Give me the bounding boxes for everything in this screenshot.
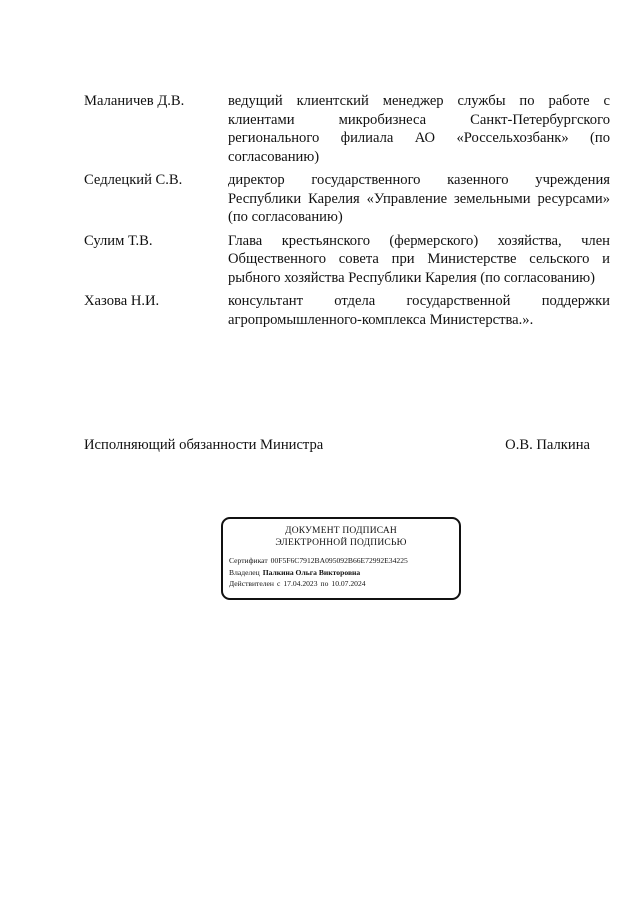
member-role: директор государственного казенного учреждения Республики Карелия «Управление земельными ресурсами» (по согласованию): [228, 172, 610, 225]
stamp-title: [223, 525, 459, 549]
stamp-certificate-line: [229, 555, 459, 567]
member-row: [84, 232, 610, 288]
certificate-value: 00F5F6C7912BA095092B66E72992E34225: [270, 556, 408, 565]
commission-members-list: [84, 92, 610, 334]
owner-label: Владелец: [229, 567, 260, 577]
member-name: Седлецкий С.В.: [84, 172, 183, 188]
member-row: [84, 292, 610, 329]
member-row: [84, 92, 610, 166]
validity-to-prefix: по: [320, 579, 329, 588]
validity-label: Действителен: [229, 579, 274, 588]
member-name: Сулим Т.В.: [84, 232, 153, 249]
stamp-details: [223, 555, 459, 590]
stamp-validity-line: [229, 578, 459, 590]
member-name: Маланичев Д.В.: [84, 93, 185, 109]
member-name: Хазова Н.И.: [84, 293, 160, 309]
member-role: консультант отдела государственной поддержки агропромышленного-комплекса Министерства.».: [228, 293, 610, 328]
member-role: Глава крестьянского (фермерского) хозяйства, член Общественного совета при Министерстве сельского и рыбного хозяйства Республики Карелия (по согласованию): [228, 232, 610, 286]
stamp-title-line-1: ДОКУМЕНТ ПОДПИСАН: [285, 526, 397, 536]
signatory-position: Исполняющий обязанности Министра: [84, 437, 324, 453]
validity-to: 10.07.2024: [331, 579, 366, 588]
stamp-owner-line: [229, 567, 459, 579]
validity-from: 17.04.2023: [283, 579, 318, 588]
member-row: [84, 171, 610, 227]
signatory-name: О.В. Палкина: [505, 437, 590, 453]
owner-value: Палкина Ольга Викторовна: [262, 567, 361, 577]
member-role: ведущий клиентский менеджер службы по работе с клиентами микробизнеса Санкт-Петербургского регионального филиала АО «Россельхозбанк» (по согласованию): [228, 93, 610, 165]
signature-block: [84, 436, 590, 455]
certificate-label: Сертификат: [229, 556, 268, 565]
validity-from-prefix: с: [276, 579, 281, 588]
electronic-signature-stamp: [221, 517, 461, 600]
stamp-title-line-2: ЭЛЕКТРОННОЙ ПОДПИСЬЮ: [275, 538, 407, 548]
